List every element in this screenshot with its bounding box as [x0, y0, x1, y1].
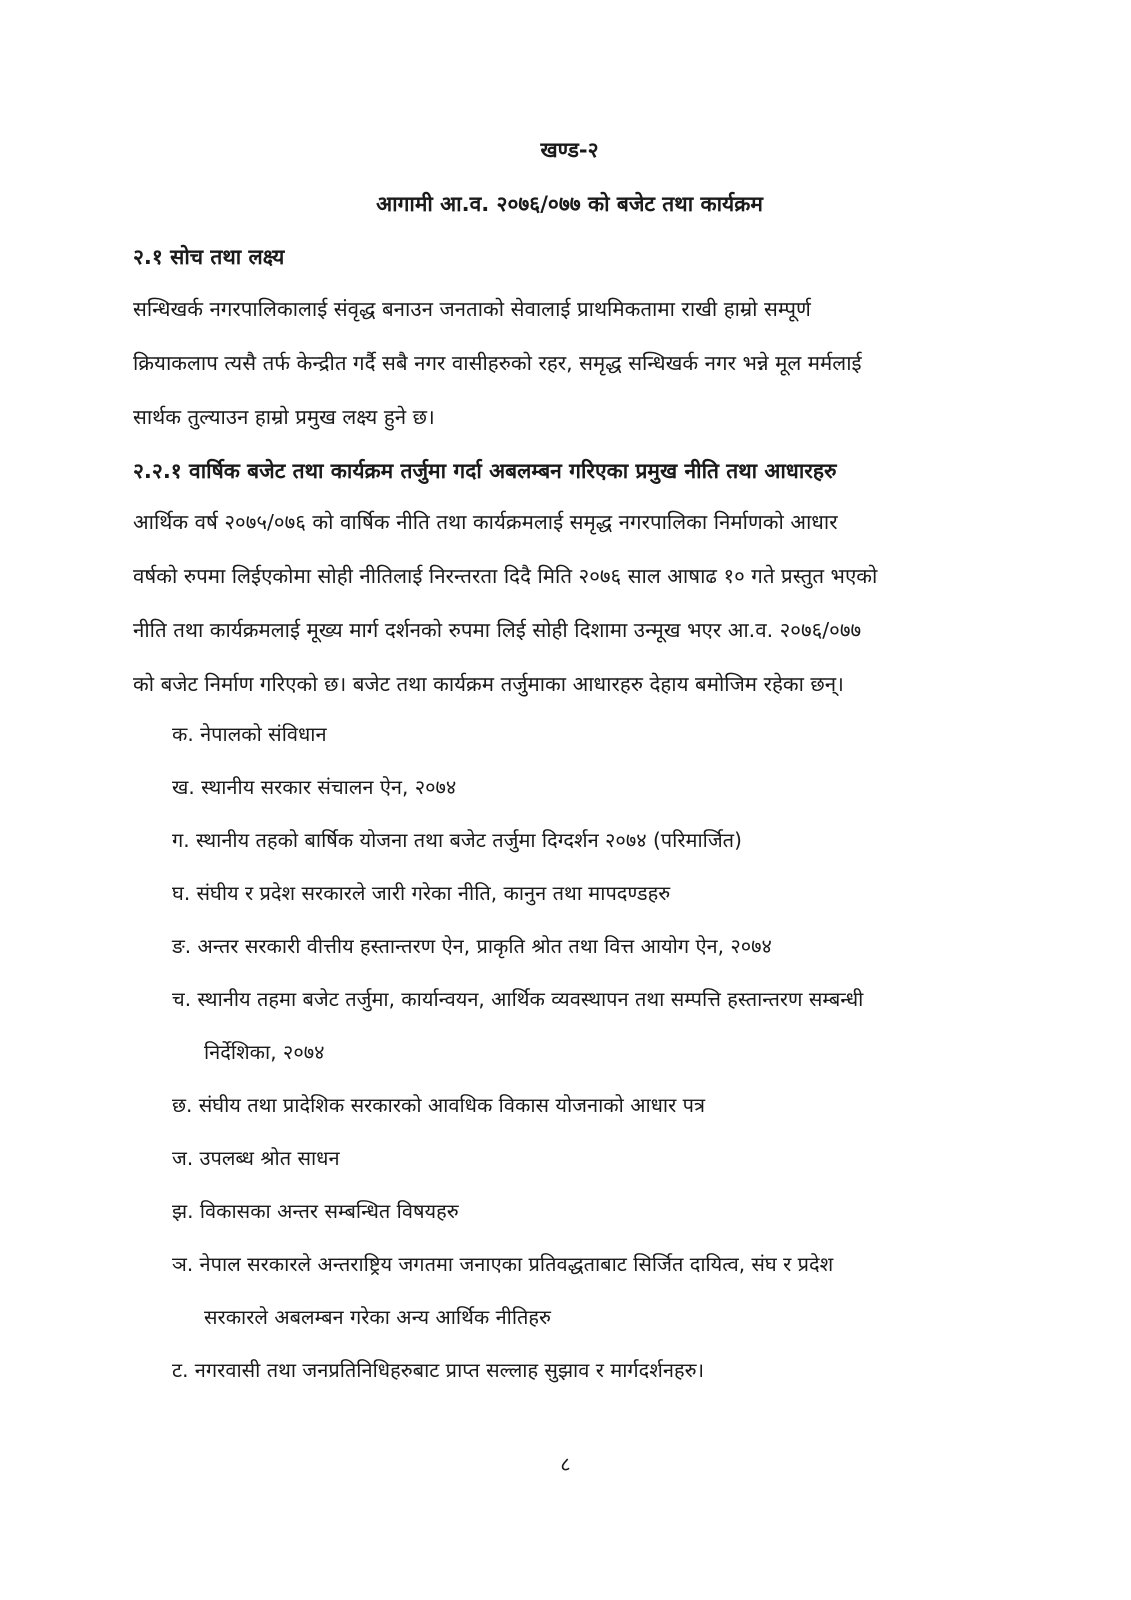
- list-item-continuation: सरकारले अबलम्बन गरेका अन्य आर्थिक नीतिहरु: [204, 1305, 552, 1329]
- list-item-continuation: निर्देशिका, २०७४: [204, 1040, 325, 1064]
- policy-paragraph: [133, 507, 1013, 723]
- list-item: [172, 1249, 1032, 1355]
- list-item: [172, 878, 1032, 931]
- list-item: [172, 1196, 1032, 1249]
- paragraph-line: वर्षको रुपमा लिईएकोमा सोही नीतिलाई निरन्तरता दिदै मिति २०७६ साल आषाढ १० गते प्रस्तुत भएको: [133, 564, 878, 588]
- list-item-text: झ. विकासका अन्तर सम्बन्धित विषयहरु: [172, 1199, 459, 1223]
- list-item-text: ग. स्थानीय तहको बार्षिक योजना तथा बजेट तर्जुमा दिग्दर्शन २०७४ (परिमार्जित): [172, 828, 742, 852]
- list-item: [172, 931, 1032, 984]
- list-item-text: ट. नगरवासी तथा जनप्रतिनिधिहरुबाट प्राप्त सल्लाह सुझाव र मार्गदर्शनहरु।: [172, 1358, 705, 1382]
- document-title: आगामी आ.व. २०७६/०७७ को बजेट तथा कार्यक्रम: [376, 192, 763, 216]
- list-item: [172, 719, 1032, 772]
- vision-paragraph: [133, 294, 1013, 456]
- paragraph-line: नीति तथा कार्यक्रमलाई मूख्य मार्ग दर्शनको रुपमा लिई सोही दिशामा उन्मूख भएर आ.व. २०७६/०७७: [133, 618, 862, 642]
- list-item-text: ख. स्थानीय सरकार संचालन ऐन, २०७४: [172, 775, 457, 799]
- list-item: [172, 772, 1032, 825]
- list-item-text: च. स्थानीय तहमा बजेट तर्जुमा, कार्यान्वयन, आर्थिक व्यवस्थापन तथा सम्पत्ति हस्तान्तरण सम्बन्धी: [172, 987, 864, 1011]
- paragraph-line: आर्थिक वर्ष २०७५/०७६ को वार्षिक नीति तथा कार्यक्रमलाई समृद्ध नगरपालिका निर्माणको आधार: [133, 510, 838, 534]
- list-item-text: क. नेपालको संविधान: [172, 722, 327, 746]
- page-number: ८: [560, 1452, 571, 1476]
- list-item: [172, 984, 1032, 1090]
- list-item-text: छ. संघीय तथा प्रादेशिक सरकारको आवधिक विकास योजनाको आधार पत्र: [172, 1093, 706, 1117]
- section-label: खण्ड-२: [540, 138, 599, 162]
- policy-heading: २.२.१ वार्षिक बजेट तथा कार्यक्रम तर्जुमा गर्दा अबलम्बन गरिएका प्रमुख नीति तथा आधारहरु: [133, 459, 837, 483]
- list-item-text: ञ. नेपाल सरकारले अन्तराष्ट्रिय जगतमा जनाएका प्रतिवद्धताबाट सिर्जित दायित्व, संघ र प्रदेश: [172, 1252, 834, 1276]
- paragraph-line: को बजेट निर्माण गरिएको छ। बजेट तथा कार्यक्रम तर्जुमाका आधारहरु देहाय बमोजिम रहेका छन्।: [133, 672, 844, 696]
- list-item: [172, 1355, 1032, 1408]
- list-item-text: ङ. अन्तर सरकारी वीत्तीय हस्तान्तरण ऐन, प्राकृति श्रोत तथा वित्त आयोग ऐन, २०७४: [172, 934, 772, 958]
- vision-heading: २.१ सोच तथा लक्ष्य: [133, 245, 285, 269]
- paragraph-line: सार्थक तुल्याउन हाम्रो प्रमुख लक्ष्य हुने छ।: [133, 405, 435, 429]
- bases-list: [172, 719, 1032, 1408]
- paragraph-line: सन्धिखर्क नगरपालिकालाई संवृद्ध बनाउन जनताको सेवालाई प्राथमिकतामा राखी हाम्रो सम्पूर्ण: [133, 297, 811, 321]
- list-item: [172, 825, 1032, 878]
- list-item-text: ज. उपलब्ध श्रोत साधन: [172, 1146, 340, 1170]
- paragraph-line: क्रियाकलाप त्यसै तर्फ केन्द्रीत गर्दै सबै नगर वासीहरुको रहर, समृद्ध सन्धिखर्क नगर भन्ने मूल मर्मलाई: [133, 351, 862, 375]
- list-item: [172, 1143, 1032, 1196]
- list-item-text: घ. संघीय र प्रदेश सरकारले जारी गरेका नीति, कानुन तथा मापदण्डहरु: [172, 881, 671, 905]
- list-item: [172, 1090, 1032, 1143]
